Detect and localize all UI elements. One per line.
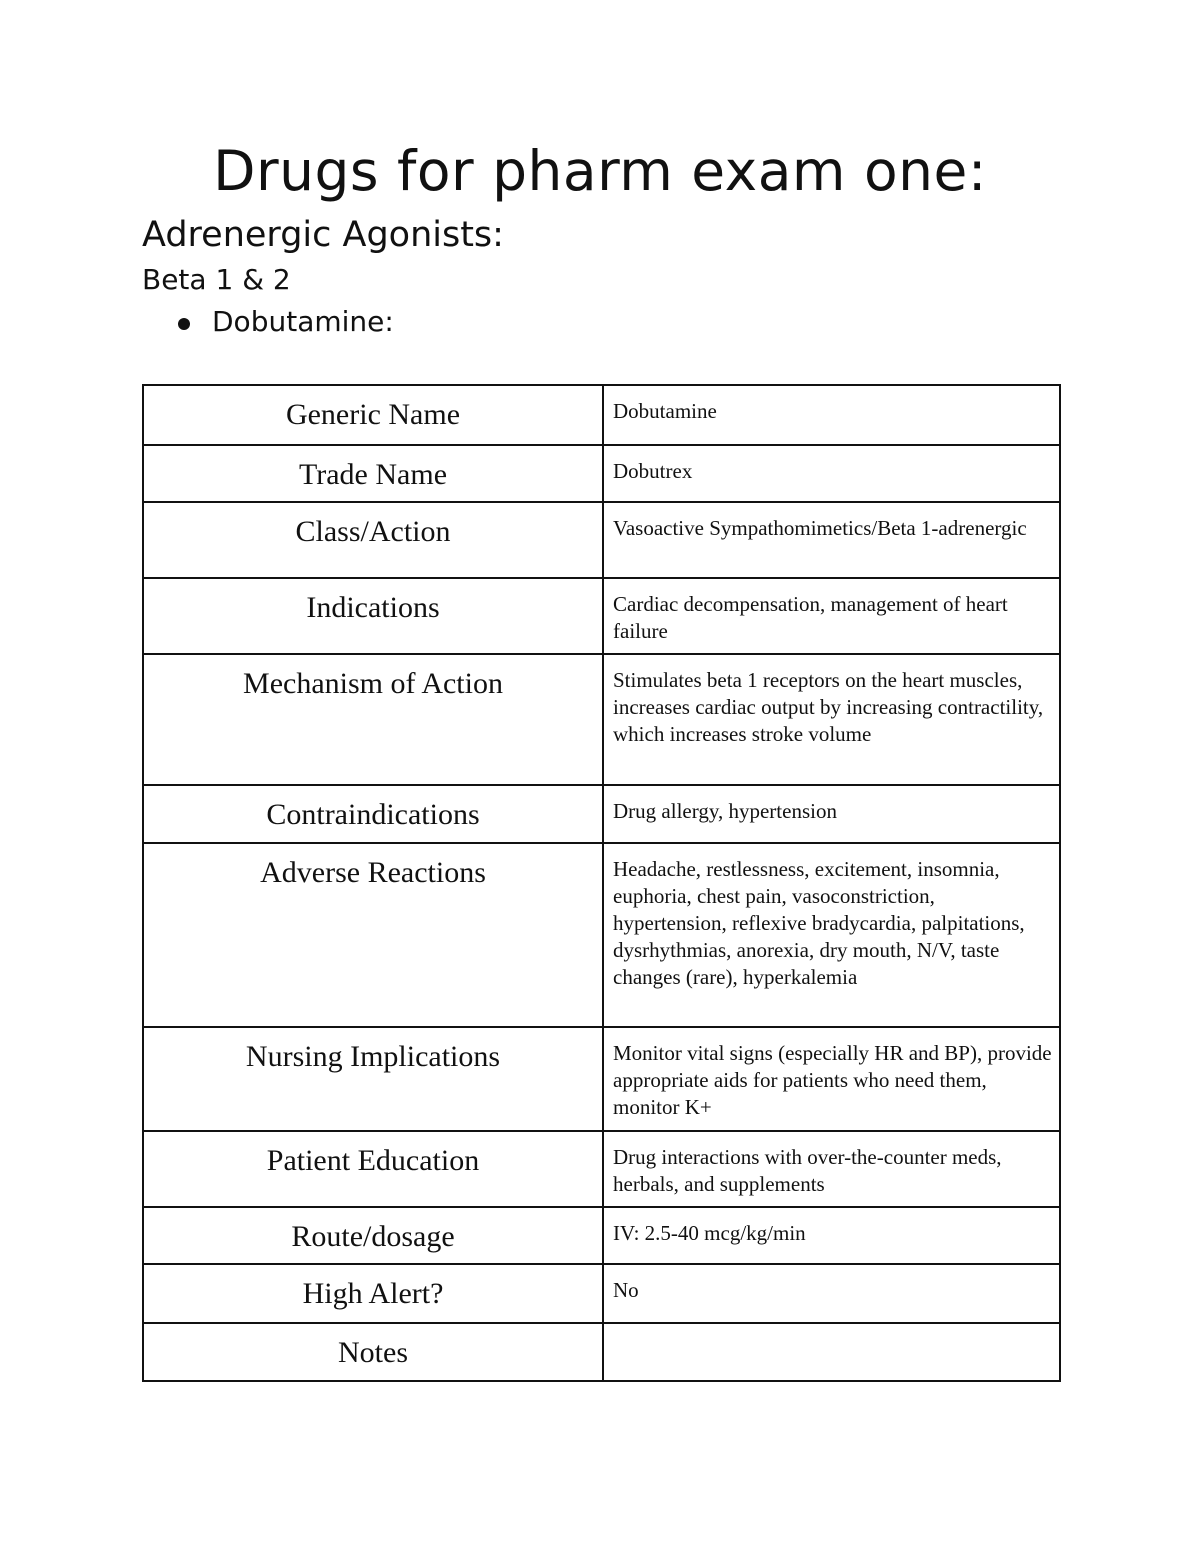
- row-value: Drug interactions with over-the-counter meds, herbals, and supplements: [603, 1131, 1060, 1207]
- row-label: Notes: [143, 1323, 603, 1381]
- table-row: [143, 654, 1060, 785]
- drug-info-table: [142, 384, 1061, 1382]
- table-row: [143, 385, 1060, 445]
- row-label: Nursing Implications: [143, 1027, 603, 1131]
- table-row: [143, 578, 1060, 654]
- row-value: IV: 2.5-40 mcg/kg/min: [603, 1207, 1060, 1264]
- bullet-list-item: [178, 302, 394, 342]
- row-value: No: [603, 1264, 1060, 1323]
- row-value: [603, 1323, 1060, 1381]
- row-label: Indications: [143, 578, 603, 654]
- row-label: Route/dosage: [143, 1207, 603, 1264]
- table-row: [143, 1264, 1060, 1323]
- row-value: Dobutamine: [603, 385, 1060, 445]
- row-value: Vasoactive Sympathomimetics/Beta 1-adrenergic: [603, 502, 1060, 578]
- row-label: Contraindications: [143, 785, 603, 843]
- row-label: Class/Action: [143, 502, 603, 578]
- document-title: Drugs for pharm exam one:: [213, 139, 987, 203]
- subsection-heading: Beta 1 & 2: [142, 263, 291, 296]
- row-value: Monitor vital signs (especially HR and BP), provide appropriate aids for patients who need them, monitor K+: [603, 1027, 1060, 1131]
- row-value: Stimulates beta 1 receptors on the heart muscles, increases cardiac output by increasing contractility, which increases stroke volume: [603, 654, 1060, 785]
- row-label: Adverse Reactions: [143, 843, 603, 1027]
- section-heading: Adrenergic Agonists:: [142, 215, 504, 255]
- bullet-text: Dobutamine:: [212, 305, 394, 338]
- row-value: Dobutrex: [603, 445, 1060, 502]
- table-row: [143, 1207, 1060, 1264]
- table-row: [143, 445, 1060, 502]
- row-label: Patient Education: [143, 1131, 603, 1207]
- row-value: Cardiac decompensation, management of heart failure: [603, 578, 1060, 654]
- row-value: Drug allergy, hypertension: [603, 785, 1060, 843]
- bullet-icon: [178, 318, 190, 330]
- table-row: [143, 1323, 1060, 1381]
- table-row: [143, 1131, 1060, 1207]
- table-row: [143, 843, 1060, 1027]
- table-row: [143, 785, 1060, 843]
- row-label: Trade Name: [143, 445, 603, 502]
- row-value: Headache, restlessness, excitement, insomnia, euphoria, chest pain, vasoconstriction, hypertension, reflexive bradycardia, palpitations, dysrhythmias, anorexia, dry mouth, N/V, taste changes (rare), hyperkalemia: [603, 843, 1060, 1027]
- row-label: Mechanism of Action: [143, 654, 603, 785]
- row-label: High Alert?: [143, 1264, 603, 1323]
- table-row: [143, 502, 1060, 578]
- table-row: [143, 1027, 1060, 1131]
- row-label: Generic Name: [143, 385, 603, 445]
